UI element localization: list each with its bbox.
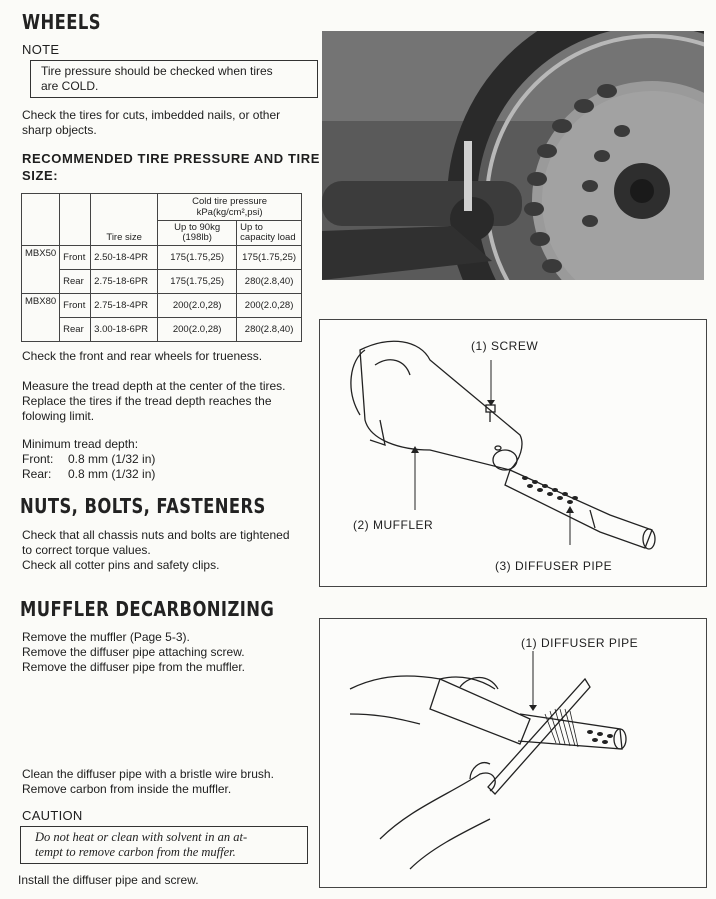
brush-figure <box>319 618 707 888</box>
text-line: sharp objects. <box>22 123 97 137</box>
size-cell: 2.75-18-6PR <box>91 270 158 294</box>
caution-line: Do not heat or clean with solvent in an at- <box>35 830 248 844</box>
table-row <box>22 294 302 318</box>
trueness-text: Check the front and rear wheels for trueness. <box>22 349 263 363</box>
pressure-cell: 175(1.75,25) <box>158 246 237 270</box>
wheel-photo <box>322 31 704 280</box>
wheels-heading: WHEELS <box>22 10 101 34</box>
position-cell: Rear <box>60 318 91 342</box>
muffler-figure <box>319 319 707 587</box>
position-cell: Front <box>60 246 91 270</box>
pressure-cell: 175(1.75,25) <box>237 246 302 270</box>
muffler-steps <box>22 630 312 675</box>
text-line: Check all cotter pins and safety clips. <box>22 558 220 572</box>
text-line: SIZE: <box>22 168 59 183</box>
diffuser-pipe-label: (3) DIFFUSER PIPE <box>495 559 613 573</box>
min-tread-label: Minimum tread depth: <box>22 437 139 451</box>
brush-cleaning-illustration <box>320 619 706 887</box>
diffuser-pipe-label: (1) DIFFUSER PIPE <box>521 636 639 650</box>
text-line: Remove the diffuser pipe from the muffler. <box>22 660 246 674</box>
caution-box <box>20 826 308 864</box>
model-cell: MBX80 <box>22 294 60 342</box>
min-tread-block <box>22 437 312 482</box>
pressure-cell: 200(2.0,28) <box>158 294 237 318</box>
install-text: Install the diffuser pipe and screw. <box>18 873 199 887</box>
wheel-illustration <box>322 31 704 280</box>
position-cell: Rear <box>60 270 91 294</box>
tire-pressure-subheading <box>22 150 320 184</box>
size-cell: 2.75-18-4PR <box>91 294 158 318</box>
text-line: to correct torque values. <box>22 543 151 557</box>
front-value: 0.8 mm (1/32 in) <box>68 452 156 466</box>
note-label: NOTE <box>22 42 60 57</box>
text-line: Remove carbon from inside the muffler. <box>22 782 232 796</box>
pressure-cell: 280(2.8,40) <box>237 270 302 294</box>
screw-label: (1) SCREW <box>471 339 539 353</box>
pressure-cell: 175(1.75,25) <box>158 270 237 294</box>
tire-check-text <box>22 108 312 138</box>
tread-text <box>22 379 312 424</box>
size-cell: 2.50-18-4PR <box>91 246 158 270</box>
muffler-diagram <box>320 320 706 586</box>
col-header-tire-size: Tire size <box>91 194 158 246</box>
nuts-text <box>22 528 312 573</box>
text-line: Remove the diffuser pipe attaching screw. <box>22 645 245 659</box>
pressure-cell: 200(2.0,28) <box>158 318 237 342</box>
front-label: Front: <box>22 452 54 466</box>
clean-text <box>22 767 312 797</box>
size-cell: 3.00-18-6PR <box>91 318 158 342</box>
col-header-up-to-90kg: Up to 90kg (198lb) <box>158 221 237 246</box>
col-header-cold-pressure: Cold tire pressure kPa(kg/cm²,psi) <box>158 194 302 221</box>
col-header-capacity-load: Up to capacity load <box>237 221 302 246</box>
text-line: RECOMMENDED TIRE PRESSURE AND TIRE <box>22 151 320 166</box>
text-line: Clean the diffuser pipe with a bristle wire brush. <box>22 767 274 781</box>
muffler-label: (2) MUFFLER <box>353 518 434 532</box>
table-row <box>22 246 302 270</box>
text-line: Remove the muffler (Page 5-3). <box>22 630 190 644</box>
pressure-cell: 280(2.8,40) <box>237 318 302 342</box>
note-line: are COLD. <box>41 79 99 93</box>
text-line: Replace the tires if the tread depth reaches the <box>22 394 272 408</box>
caution-label: CAUTION <box>22 808 83 823</box>
nuts-heading: NUTS, BOLTS, FASTENERS <box>20 494 266 518</box>
table-row <box>22 270 302 294</box>
muffler-heading: MUFFLER DECARBONIZING <box>20 597 275 621</box>
table-row <box>22 318 302 342</box>
rear-value: 0.8 mm (1/32 in) <box>68 467 156 481</box>
note-line: Tire pressure should be checked when tires <box>41 64 273 78</box>
text-line: folowing limit. <box>22 409 95 423</box>
text-line: Measure the tread depth at the center of the tires. <box>22 379 286 393</box>
tire-pressure-table <box>21 193 302 342</box>
position-cell: Front <box>60 294 91 318</box>
rear-label: Rear: <box>22 467 52 481</box>
text-line: Check the tires for cuts, imbedded nails, or other <box>22 108 281 122</box>
model-cell: MBX50 <box>22 246 60 294</box>
pressure-cell: 200(2.0,28) <box>237 294 302 318</box>
text-line: Check that all chassis nuts and bolts are tightened <box>22 528 290 542</box>
caution-line: tempt to remove carbon from the muffer. <box>35 845 236 859</box>
note-box <box>30 60 318 98</box>
